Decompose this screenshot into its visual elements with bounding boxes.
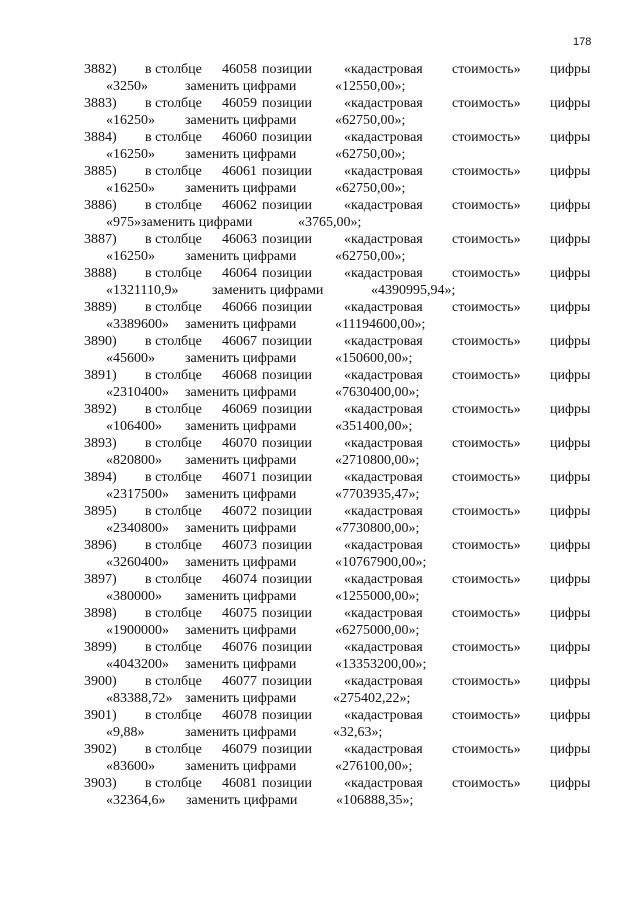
replace-label: заменить цифрами: [185, 79, 297, 94]
amendment-entry: [0, 265, 640, 299]
old-value: «3250»: [106, 79, 148, 94]
digits-label: цифры: [550, 674, 591, 689]
replace-label: заменить цифрами: [185, 453, 297, 468]
cost-label: стоимость»: [452, 640, 521, 655]
position-label: позиции: [262, 436, 312, 451]
old-value: «1321110,9»: [106, 283, 179, 298]
digits-label: цифры: [550, 300, 591, 315]
new-value: «13353200,00»;: [335, 657, 427, 672]
entry-number: 3883): [84, 96, 117, 111]
old-value: «16250»: [106, 113, 155, 128]
position-label: позиции: [262, 62, 312, 77]
replace-label: заменить цифрами: [212, 283, 324, 298]
position-label: позиции: [262, 708, 312, 723]
entry-number: 3887): [84, 232, 117, 247]
digits-label: цифры: [550, 62, 591, 77]
old-value: «16250»: [106, 249, 155, 264]
column-number: 46073: [222, 538, 257, 553]
in-column-label: в столбце: [145, 198, 202, 213]
position-label: позиции: [262, 368, 312, 383]
old-value: «975»заменить цифрами: [106, 215, 253, 230]
new-value: «62750,00»;: [335, 249, 406, 264]
in-column-label: в столбце: [145, 368, 202, 383]
replace-label: заменить цифрами: [185, 623, 297, 638]
old-value: «2317500»: [106, 487, 169, 502]
replace-label: заменить цифрами: [185, 691, 297, 706]
column-number: 46064: [222, 266, 257, 281]
replace-label: заменить цифрами: [185, 759, 297, 774]
replace-label: заменить цифрами: [186, 793, 298, 808]
cost-label: стоимость»: [452, 776, 521, 791]
amendment-entry: [0, 503, 640, 537]
position-label: позиции: [262, 266, 312, 281]
amendment-entry: [0, 129, 640, 163]
cadastral-label: «кадастровая: [344, 402, 423, 417]
position-label: позиции: [262, 198, 312, 213]
column-number: 46079: [222, 742, 257, 757]
cost-label: стоимость»: [452, 470, 521, 485]
in-column-label: в столбце: [145, 674, 202, 689]
old-value: «83600»: [106, 759, 155, 774]
amendment-entry: [0, 469, 640, 503]
digits-label: цифры: [550, 198, 591, 213]
cost-label: стоимость»: [452, 266, 521, 281]
entry-number: 3900): [84, 674, 117, 689]
column-number: 46071: [222, 470, 257, 485]
in-column-label: в столбце: [145, 130, 202, 145]
cost-label: стоимость»: [452, 96, 521, 111]
new-value: «62750,00»;: [335, 181, 406, 196]
amendment-list: [0, 61, 640, 809]
in-column-label: в столбце: [145, 742, 202, 757]
amendment-entry: [0, 367, 640, 401]
replace-label: заменить цифрами: [185, 351, 297, 366]
entry-number: 3901): [84, 708, 117, 723]
replace-label: заменить цифрами: [185, 657, 297, 672]
digits-label: цифры: [550, 334, 591, 349]
column-number: 46077: [222, 674, 257, 689]
entry-number: 3890): [84, 334, 117, 349]
old-value: «106400»: [106, 419, 162, 434]
old-value: «2340800»: [106, 521, 169, 536]
cadastral-label: «кадастровая: [344, 130, 423, 145]
in-column-label: в столбце: [145, 538, 202, 553]
position-label: позиции: [262, 504, 312, 519]
cadastral-label: «кадастровая: [344, 198, 423, 213]
new-value: «3765,00»;: [298, 215, 362, 230]
amendment-entry: [0, 231, 640, 265]
cadastral-label: «кадастровая: [344, 266, 423, 281]
entry-number: 3888): [84, 266, 117, 281]
position-label: позиции: [262, 164, 312, 179]
cadastral-label: «кадастровая: [344, 436, 423, 451]
new-value: «4390995,94»;: [371, 283, 456, 298]
cost-label: стоимость»: [452, 436, 521, 451]
cadastral-label: «кадастровая: [344, 674, 423, 689]
new-value: «7703935,47»;: [335, 487, 420, 502]
digits-label: цифры: [550, 742, 591, 757]
cost-label: стоимость»: [452, 606, 521, 621]
new-value: «2710800,00»;: [335, 453, 420, 468]
entry-number: 3885): [84, 164, 117, 179]
replace-label: заменить цифрами: [185, 419, 297, 434]
amendment-entry: [0, 401, 640, 435]
entry-number: 3891): [84, 368, 117, 383]
cost-label: стоимость»: [452, 300, 521, 315]
in-column-label: в столбце: [145, 708, 202, 723]
cadastral-label: «кадастровая: [344, 368, 423, 383]
new-value: «10767900,00»;: [335, 555, 427, 570]
amendment-entry: [0, 741, 640, 775]
entry-number: 3902): [84, 742, 117, 757]
new-value: «11194600,00»;: [335, 317, 426, 332]
digits-label: цифры: [550, 470, 591, 485]
cadastral-label: «кадастровая: [344, 538, 423, 553]
replace-label: заменить цифрами: [185, 555, 297, 570]
digits-label: цифры: [550, 96, 591, 111]
replace-label: заменить цифрами: [185, 249, 297, 264]
cadastral-label: «кадастровая: [344, 62, 423, 77]
entry-number: 3882): [84, 62, 117, 77]
digits-label: цифры: [550, 504, 591, 519]
cadastral-label: «кадастровая: [344, 470, 423, 485]
replace-label: заменить цифрами: [185, 487, 297, 502]
digits-label: цифры: [550, 572, 591, 587]
entry-number: 3892): [84, 402, 117, 417]
entry-number: 3895): [84, 504, 117, 519]
in-column-label: в столбце: [145, 266, 202, 281]
cost-label: стоимость»: [452, 334, 521, 349]
old-value: «380000»: [106, 589, 162, 604]
in-column-label: в столбце: [145, 504, 202, 519]
amendment-entry: [0, 435, 640, 469]
old-value: «45600»: [106, 351, 155, 366]
digits-label: цифры: [550, 130, 591, 145]
column-number: 46072: [222, 504, 257, 519]
digits-label: цифры: [550, 606, 591, 621]
replace-label: заменить цифрами: [185, 181, 297, 196]
amendment-entry: [0, 707, 640, 741]
cadastral-label: «кадастровая: [344, 96, 423, 111]
position-label: позиции: [262, 776, 312, 791]
position-label: позиции: [262, 232, 312, 247]
new-value: «1255000,00»;: [335, 589, 420, 604]
cost-label: стоимость»: [452, 674, 521, 689]
position-label: позиции: [262, 402, 312, 417]
amendment-entry: [0, 163, 640, 197]
position-label: позиции: [262, 470, 312, 485]
new-value: «62750,00»;: [335, 113, 406, 128]
amendment-entry: [0, 333, 640, 367]
in-column-label: в столбце: [145, 640, 202, 655]
in-column-label: в столбце: [145, 436, 202, 451]
column-number: 46081: [222, 776, 257, 791]
column-number: 46074: [222, 572, 257, 587]
amendment-entry: [0, 95, 640, 129]
replace-label: заменить цифрами: [185, 147, 297, 162]
column-number: 46058: [222, 62, 257, 77]
digits-label: цифры: [550, 776, 591, 791]
cost-label: стоимость»: [452, 504, 521, 519]
cadastral-label: «кадастровая: [344, 606, 423, 621]
cost-label: стоимость»: [452, 368, 521, 383]
old-value: «83388,72»: [106, 691, 173, 706]
cadastral-label: «кадастровая: [344, 504, 423, 519]
cost-label: стоимость»: [452, 164, 521, 179]
entry-number: 3897): [84, 572, 117, 587]
column-number: 46075: [222, 606, 257, 621]
new-value: «7730800,00»;: [335, 521, 420, 536]
new-value: «6275000,00»;: [335, 623, 420, 638]
column-number: 46068: [222, 368, 257, 383]
new-value: «7630400,00»;: [335, 385, 420, 400]
replace-label: заменить цифрами: [185, 113, 297, 128]
old-value: «32364,6»: [106, 793, 166, 808]
position-label: позиции: [262, 742, 312, 757]
digits-label: цифры: [550, 164, 591, 179]
position-label: позиции: [262, 674, 312, 689]
old-value: «2310400»: [106, 385, 169, 400]
entry-number: 3899): [84, 640, 117, 655]
column-number: 46060: [222, 130, 257, 145]
digits-label: цифры: [550, 708, 591, 723]
column-number: 46066: [222, 300, 257, 315]
in-column-label: в столбце: [145, 232, 202, 247]
in-column-label: в столбце: [145, 334, 202, 349]
cadastral-label: «кадастровая: [344, 572, 423, 587]
cost-label: стоимость»: [452, 130, 521, 145]
digits-label: цифры: [550, 640, 591, 655]
old-value: «16250»: [106, 181, 155, 196]
in-column-label: в столбце: [145, 776, 202, 791]
in-column-label: в столбце: [145, 96, 202, 111]
cadastral-label: «кадастровая: [344, 164, 423, 179]
digits-label: цифры: [550, 266, 591, 281]
old-value: «820800»: [106, 453, 162, 468]
old-value: «3260400»: [106, 555, 169, 570]
replace-label: заменить цифрами: [185, 725, 297, 740]
new-value: «150600,00»;: [335, 351, 413, 366]
in-column-label: в столбце: [145, 62, 202, 77]
entry-number: 3894): [84, 470, 117, 485]
column-number: 46067: [222, 334, 257, 349]
cadastral-label: «кадастровая: [344, 300, 423, 315]
amendment-entry: [0, 775, 640, 809]
position-label: позиции: [262, 640, 312, 655]
in-column-label: в столбце: [145, 606, 202, 621]
new-value: «275402,22»;: [333, 691, 411, 706]
new-value: «12550,00»;: [335, 79, 406, 94]
new-value: «106888,35»;: [336, 793, 414, 808]
replace-label: заменить цифрами: [185, 385, 297, 400]
cost-label: стоимость»: [452, 538, 521, 553]
in-column-label: в столбце: [145, 300, 202, 315]
old-value: «1900000»: [106, 623, 169, 638]
replace-label: заменить цифрами: [185, 317, 297, 332]
cadastral-label: «кадастровая: [344, 232, 423, 247]
position-label: позиции: [262, 300, 312, 315]
in-column-label: в столбце: [145, 402, 202, 417]
entry-number: 3893): [84, 436, 117, 451]
position-label: позиции: [262, 334, 312, 349]
amendment-entry: [0, 61, 640, 95]
entry-number: 3903): [84, 776, 117, 791]
amendment-entry: [0, 639, 640, 673]
digits-label: цифры: [550, 232, 591, 247]
amendment-entry: [0, 299, 640, 333]
position-label: позиции: [262, 538, 312, 553]
digits-label: цифры: [550, 436, 591, 451]
position-label: позиции: [262, 130, 312, 145]
new-value: «276100,00»;: [335, 759, 413, 774]
replace-label: заменить цифрами: [185, 521, 297, 536]
cadastral-label: «кадастровая: [344, 708, 423, 723]
cadastral-label: «кадастровая: [344, 334, 423, 349]
new-value: «32,63»;: [333, 725, 383, 740]
column-number: 46059: [222, 96, 257, 111]
column-number: 46070: [222, 436, 257, 451]
column-number: 46062: [222, 198, 257, 213]
amendment-entry: [0, 571, 640, 605]
page-number: 178: [573, 36, 592, 48]
column-number: 46063: [222, 232, 257, 247]
cost-label: стоимость»: [452, 198, 521, 213]
cadastral-label: «кадастровая: [344, 640, 423, 655]
in-column-label: в столбце: [145, 470, 202, 485]
position-label: позиции: [262, 572, 312, 587]
cost-label: стоимость»: [452, 62, 521, 77]
old-value: «4043200»: [106, 657, 169, 672]
position-label: позиции: [262, 96, 312, 111]
amendment-entry: [0, 197, 640, 231]
cost-label: стоимость»: [452, 232, 521, 247]
cost-label: стоимость»: [452, 708, 521, 723]
cost-label: стоимость»: [452, 572, 521, 587]
cadastral-label: «кадастровая: [344, 776, 423, 791]
cost-label: стоимость»: [452, 402, 521, 417]
new-value: «351400,00»;: [335, 419, 413, 434]
old-value: «9,88»: [106, 725, 145, 740]
amendment-entry: [0, 605, 640, 639]
entry-number: 3898): [84, 606, 117, 621]
cost-label: стоимость»: [452, 742, 521, 757]
amendment-entry: [0, 537, 640, 571]
digits-label: цифры: [550, 402, 591, 417]
cadastral-label: «кадастровая: [344, 742, 423, 757]
column-number: 46076: [222, 640, 257, 655]
column-number: 46069: [222, 402, 257, 417]
amendment-entry: [0, 673, 640, 707]
entry-number: 3896): [84, 538, 117, 553]
column-number: 46078: [222, 708, 257, 723]
old-value: «3389600»: [106, 317, 169, 332]
replace-label: заменить цифрами: [185, 589, 297, 604]
new-value: «62750,00»;: [335, 147, 406, 162]
column-number: 46061: [222, 164, 257, 179]
in-column-label: в столбце: [145, 572, 202, 587]
old-value: «16250»: [106, 147, 155, 162]
entry-number: 3884): [84, 130, 117, 145]
digits-label: цифры: [550, 538, 591, 553]
position-label: позиции: [262, 606, 312, 621]
entry-number: 3889): [84, 300, 117, 315]
in-column-label: в столбце: [145, 164, 202, 179]
entry-number: 3886): [84, 198, 117, 213]
digits-label: цифры: [550, 368, 591, 383]
